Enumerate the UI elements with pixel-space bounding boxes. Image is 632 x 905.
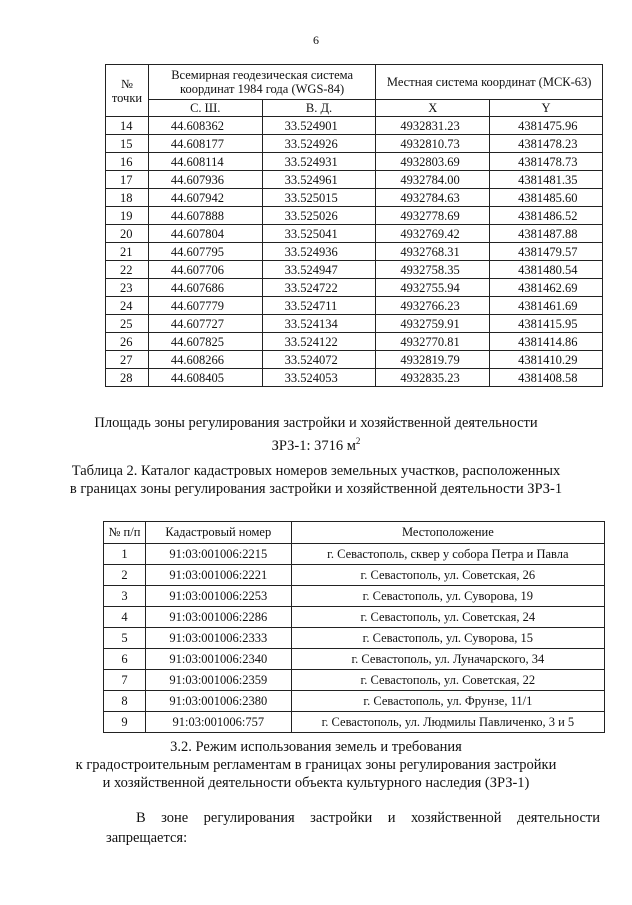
table-row: [104, 544, 605, 565]
subheader-lon: В. Д.: [262, 100, 376, 117]
header-row-number: № п/п: [104, 522, 146, 544]
longitude-cell: 33.524947: [262, 261, 376, 279]
header-cadastral-number: Кадастровый номер: [145, 522, 291, 544]
cadastral-number-cell: 91:03:001006:2359: [145, 670, 291, 691]
location-cell: г. Севастополь, ул. Фрунзе, 11/1: [291, 691, 604, 712]
table-row: [106, 243, 603, 261]
longitude-cell: 33.524931: [262, 153, 376, 171]
latitude-cell: 44.608114: [148, 153, 262, 171]
header-point-number: № точки: [106, 65, 149, 117]
table-row: [106, 135, 603, 153]
point-number-cell: 15: [106, 135, 149, 153]
coord-x-cell: 4932784.63: [376, 189, 490, 207]
point-number-cell: 20: [106, 225, 149, 243]
latitude-cell: 44.607804: [148, 225, 262, 243]
table-row: [106, 207, 603, 225]
coord-x-cell: 4932810.73: [376, 135, 490, 153]
latitude-cell: 44.607942: [148, 189, 262, 207]
subheader-x: X: [376, 100, 490, 117]
table-row: [104, 586, 605, 607]
section-heading-line-3: и хозяйственной деятельности объекта культурного наследия (ЗРЗ-1): [102, 775, 530, 791]
point-number-cell: 16: [106, 153, 149, 171]
coord-x-cell: 4932784.00: [376, 171, 490, 189]
coord-x-cell: 4932769.42: [376, 225, 490, 243]
coord-x-cell: 4932755.94: [376, 279, 490, 297]
cadastral-number-cell: 91:03:001006:757: [145, 712, 291, 733]
body-line-2: запрещается:: [106, 830, 188, 846]
coord-x-cell: 4932778.69: [376, 207, 490, 225]
longitude-cell: 33.524711: [262, 297, 376, 315]
point-number-cell: 23: [106, 279, 149, 297]
latitude-cell: 44.607825: [148, 333, 262, 351]
longitude-cell: 33.524134: [262, 315, 376, 333]
cadastral-number-cell: 91:03:001006:2333: [145, 628, 291, 649]
table-row: [104, 712, 605, 733]
point-number-cell: 21: [106, 243, 149, 261]
longitude-cell: 33.524961: [262, 171, 376, 189]
cadastral-number-cell: 91:03:001006:2221: [145, 565, 291, 586]
subheader-lat: С. Ш.: [148, 100, 262, 117]
area-superscript: 2: [355, 436, 361, 446]
point-number-cell: 14: [106, 117, 149, 135]
longitude-cell: 33.525026: [262, 207, 376, 225]
coord-x-cell: 4932766.23: [376, 297, 490, 315]
table-row: [106, 153, 603, 171]
coord-y-cell: 4381486.52: [490, 207, 603, 225]
cadastral-table: [103, 521, 605, 733]
table-row: [106, 225, 603, 243]
area-line-2: ЗРЗ-1: 3716 $м^2$: [271, 436, 361, 454]
latitude-cell: 44.607779: [148, 297, 262, 315]
coord-y-cell: 4381475.96: [490, 117, 603, 135]
coord-y-cell: 4381461.69: [490, 297, 603, 315]
coord-x-cell: 4932803.69: [376, 153, 490, 171]
table-row: [106, 171, 603, 189]
longitude-cell: 33.524053: [262, 369, 376, 387]
latitude-cell: 44.607888: [148, 207, 262, 225]
point-number-cell: 19: [106, 207, 149, 225]
body-line-1: [106, 808, 600, 828]
latitude-cell: 44.607706: [148, 261, 262, 279]
coordinates-table: [105, 64, 603, 387]
section-heading: [40, 738, 592, 792]
location-cell: г. Севастополь, сквер у собора Петра и Павла: [291, 544, 604, 565]
longitude-cell: 33.524926: [262, 135, 376, 153]
area-statement: [40, 414, 592, 455]
body-word: хозяйственной: [410, 810, 502, 826]
row-number-cell: 6: [104, 649, 146, 670]
latitude-cell: 44.607686: [148, 279, 262, 297]
table-row: [104, 649, 605, 670]
latitude-cell: 44.608362: [148, 117, 262, 135]
location-cell: г. Севастополь, ул. Суворова, 15: [291, 628, 604, 649]
body-word: деятельности: [516, 810, 600, 826]
coord-x-cell: 4932759.91: [376, 315, 490, 333]
point-number-cell: 18: [106, 189, 149, 207]
cadastral-number-cell: 91:03:001006:2286: [145, 607, 291, 628]
point-number-cell: 22: [106, 261, 149, 279]
body-word: регулирования: [203, 810, 295, 826]
area-line-1: Площадь зоны регулирования застройки и хозяйственной деятельности: [94, 415, 538, 431]
point-number-cell: 28: [106, 369, 149, 387]
row-number-cell: 5: [104, 628, 146, 649]
location-cell: г. Севастополь, ул. Советская, 26: [291, 565, 604, 586]
longitude-cell: 33.525015: [262, 189, 376, 207]
row-number-cell: 7: [104, 670, 146, 691]
cadastral-number-cell: 91:03:001006:2380: [145, 691, 291, 712]
cadastral-number-cell: 91:03:001006:2215: [145, 544, 291, 565]
longitude-cell: 33.524936: [262, 243, 376, 261]
table-row: [106, 189, 603, 207]
coord-y-cell: 4381479.57: [490, 243, 603, 261]
coord-y-cell: 4381481.35: [490, 171, 603, 189]
table-row: [104, 607, 605, 628]
row-number-cell: 8: [104, 691, 146, 712]
table-row: [106, 261, 603, 279]
table-row: [104, 628, 605, 649]
coord-y-cell: 4381478.23: [490, 135, 603, 153]
coord-y-cell: 4381487.88: [490, 225, 603, 243]
table-row: [106, 351, 603, 369]
point-number-cell: 26: [106, 333, 149, 351]
coord-y-cell: 4381480.54: [490, 261, 603, 279]
point-number-cell: 25: [106, 315, 149, 333]
row-number-cell: 3: [104, 586, 146, 607]
table-row: [106, 279, 603, 297]
table2-caption-line-1: Таблица 2. Каталог кадастровых номеров земельных участков, расположенных: [71, 463, 561, 479]
longitude-cell: 33.524901: [262, 117, 376, 135]
table-row: [106, 369, 603, 387]
cadastral-number-cell: 91:03:001006:2340: [145, 649, 291, 670]
table-row: [106, 297, 603, 315]
table-row: [104, 565, 605, 586]
cadastral-number-cell: 91:03:001006:2253: [145, 586, 291, 607]
latitude-cell: 44.608177: [148, 135, 262, 153]
coord-x-cell: 4932835.23: [376, 369, 490, 387]
body-word: В: [136, 810, 146, 826]
row-number-cell: 1: [104, 544, 146, 565]
coord-y-cell: 4381410.29: [490, 351, 603, 369]
coord-x-cell: 4932770.81: [376, 333, 490, 351]
page-number: 6: [313, 33, 319, 47]
point-number-cell: 24: [106, 297, 149, 315]
point-number-cell: 27: [106, 351, 149, 369]
body-paragraph: [106, 808, 600, 848]
latitude-cell: 44.608266: [148, 351, 262, 369]
table-row: [104, 670, 605, 691]
table-row: [106, 333, 603, 351]
coord-y-cell: 4381415.95: [490, 315, 603, 333]
header-wgs84: Всемирная геодезическая система координат 1984 года (WGS-84): [148, 65, 375, 100]
subheader-y: Y: [490, 100, 603, 117]
location-cell: г. Севастополь, ул. Советская, 22: [291, 670, 604, 691]
row-number-cell: 2: [104, 565, 146, 586]
body-word: зоне: [161, 810, 189, 826]
coord-x-cell: 4932768.31: [376, 243, 490, 261]
body-word: застройки: [310, 810, 373, 826]
table-row: [106, 117, 603, 135]
section-heading-line-2: к градостроительным регламентам в границах зоны регулирования застройки: [75, 757, 557, 773]
location-cell: г. Севастополь, ул. Людмилы Павличенко, 3 и 5: [291, 712, 604, 733]
coord-x-cell: 4932831.23: [376, 117, 490, 135]
latitude-cell: 44.607727: [148, 315, 262, 333]
location-cell: г. Севастополь, ул. Советская, 24: [291, 607, 604, 628]
latitude-cell: 44.608405: [148, 369, 262, 387]
coord-y-cell: 4381478.73: [490, 153, 603, 171]
header-location: Местоположение: [291, 522, 604, 544]
coord-y-cell: 4381485.60: [490, 189, 603, 207]
coord-y-cell: 4381414.86: [490, 333, 603, 351]
latitude-cell: 44.607936: [148, 171, 262, 189]
body-word: и: [387, 810, 396, 826]
section-heading-line-1: 3.2. Режим использования земель и требования: [170, 739, 462, 755]
row-number-cell: 4: [104, 607, 146, 628]
table-row: [106, 315, 603, 333]
location-cell: г. Севастополь, ул. Суворова, 19: [291, 586, 604, 607]
coord-x-cell: 4932819.79: [376, 351, 490, 369]
longitude-cell: 33.525041: [262, 225, 376, 243]
coord-y-cell: 4381408.58: [490, 369, 603, 387]
table2-caption: [40, 462, 592, 498]
table-row: [104, 691, 605, 712]
coord-x-cell: 4932758.35: [376, 261, 490, 279]
header-msk63: Местная система координат (МСК-63): [376, 65, 603, 100]
longitude-cell: 33.524722: [262, 279, 376, 297]
point-number-cell: 17: [106, 171, 149, 189]
longitude-cell: 33.524122: [262, 333, 376, 351]
latitude-cell: 44.607795: [148, 243, 262, 261]
longitude-cell: 33.524072: [262, 351, 376, 369]
coord-y-cell: 4381462.69: [490, 279, 603, 297]
row-number-cell: 9: [104, 712, 146, 733]
location-cell: г. Севастополь, ул. Луначарского, 34: [291, 649, 604, 670]
table2-caption-line-2: в границах зоны регулирования застройки и хозяйственной деятельности ЗРЗ-1: [69, 481, 563, 497]
